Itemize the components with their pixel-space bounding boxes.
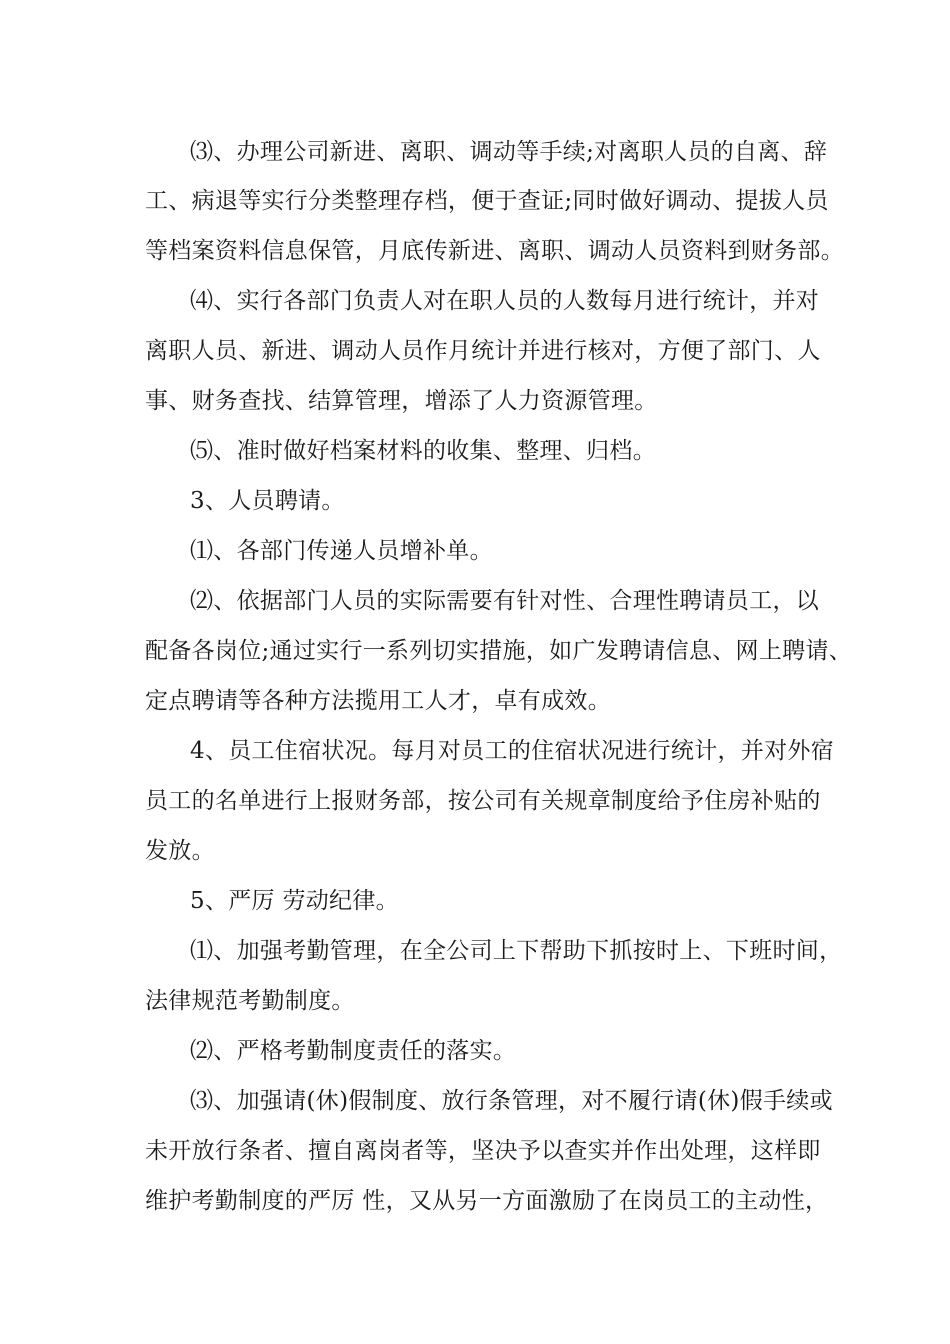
paragraph-line: ⑶、加强请(休)假制度、放行条管理，对不履行请(休)假手续或 [190, 1088, 833, 1114]
paragraph-line: ⑸、准时做好档案材料的收集、整理、归档。 [190, 438, 656, 464]
paragraph-line: 员工的名单进行上报财务部，按公司有关规章制度给予住房补贴的 [145, 788, 821, 814]
paragraph-line: ⑶、办理公司新进、离职、调动等手续;对离职人员的自离、辞 [190, 139, 828, 165]
paragraph-line: 未开放行条者、擅自离岗者等，坚决予以查实并作出处理，这样即 [145, 1138, 821, 1164]
paragraph-line: ⑷、实行各部门负责人对在职人员的人数每月进行统计，并对 [190, 288, 820, 314]
paragraph-line: 离职人员、新进、调动人员作月统计并进行核对，方便了部门、人 [145, 338, 821, 364]
paragraph-line: 事、财务查找、结算管理，增添了人力资源管理。 [145, 388, 658, 414]
paragraph-line: ⑵、依据部门人员的实际需要有针对性、合理性聘请员工，以 [190, 588, 820, 614]
paragraph-line: 法律规范考勤制度。 [145, 988, 355, 1014]
paragraph-line: 配备各岗位;通过实行一系列切实措施，如广发聘请信息、网上聘请、 [145, 638, 853, 664]
paragraph-line: ⑴、各部门传递人员增补单。 [190, 538, 493, 564]
paragraph-line: 工、病退等实行分类整理存档，便于查证;同时做好调动、提拔人员 [145, 188, 829, 214]
section-heading: 3、人员聘请。 [190, 488, 345, 514]
paragraph-line: 等档案资料信息保管，月底传新进、离职、调动人员资料到财务部。 [145, 238, 844, 264]
section-heading: 5、严厉 劳动纪律。 [190, 888, 399, 914]
paragraph-line: 发放。 [145, 838, 215, 864]
paragraph-line: 维护考勤制度的严厉 性，又从另一方面激励了在岗员工的主动性， [145, 1188, 829, 1214]
section-heading: 4、员工住宿状况。每月对员工的住宿状况进行统计，并对外宿 [190, 738, 835, 764]
paragraph-line: ⑵、严格考勤制度责任的落实。 [190, 1038, 517, 1064]
paragraph-line: ⑴、加强考勤管理，在全公司上下帮助下抓按时上、下班时间， [190, 938, 843, 964]
paragraph-line: 定点聘请等各种方法揽用工人才，卓有成效。 [145, 688, 611, 714]
